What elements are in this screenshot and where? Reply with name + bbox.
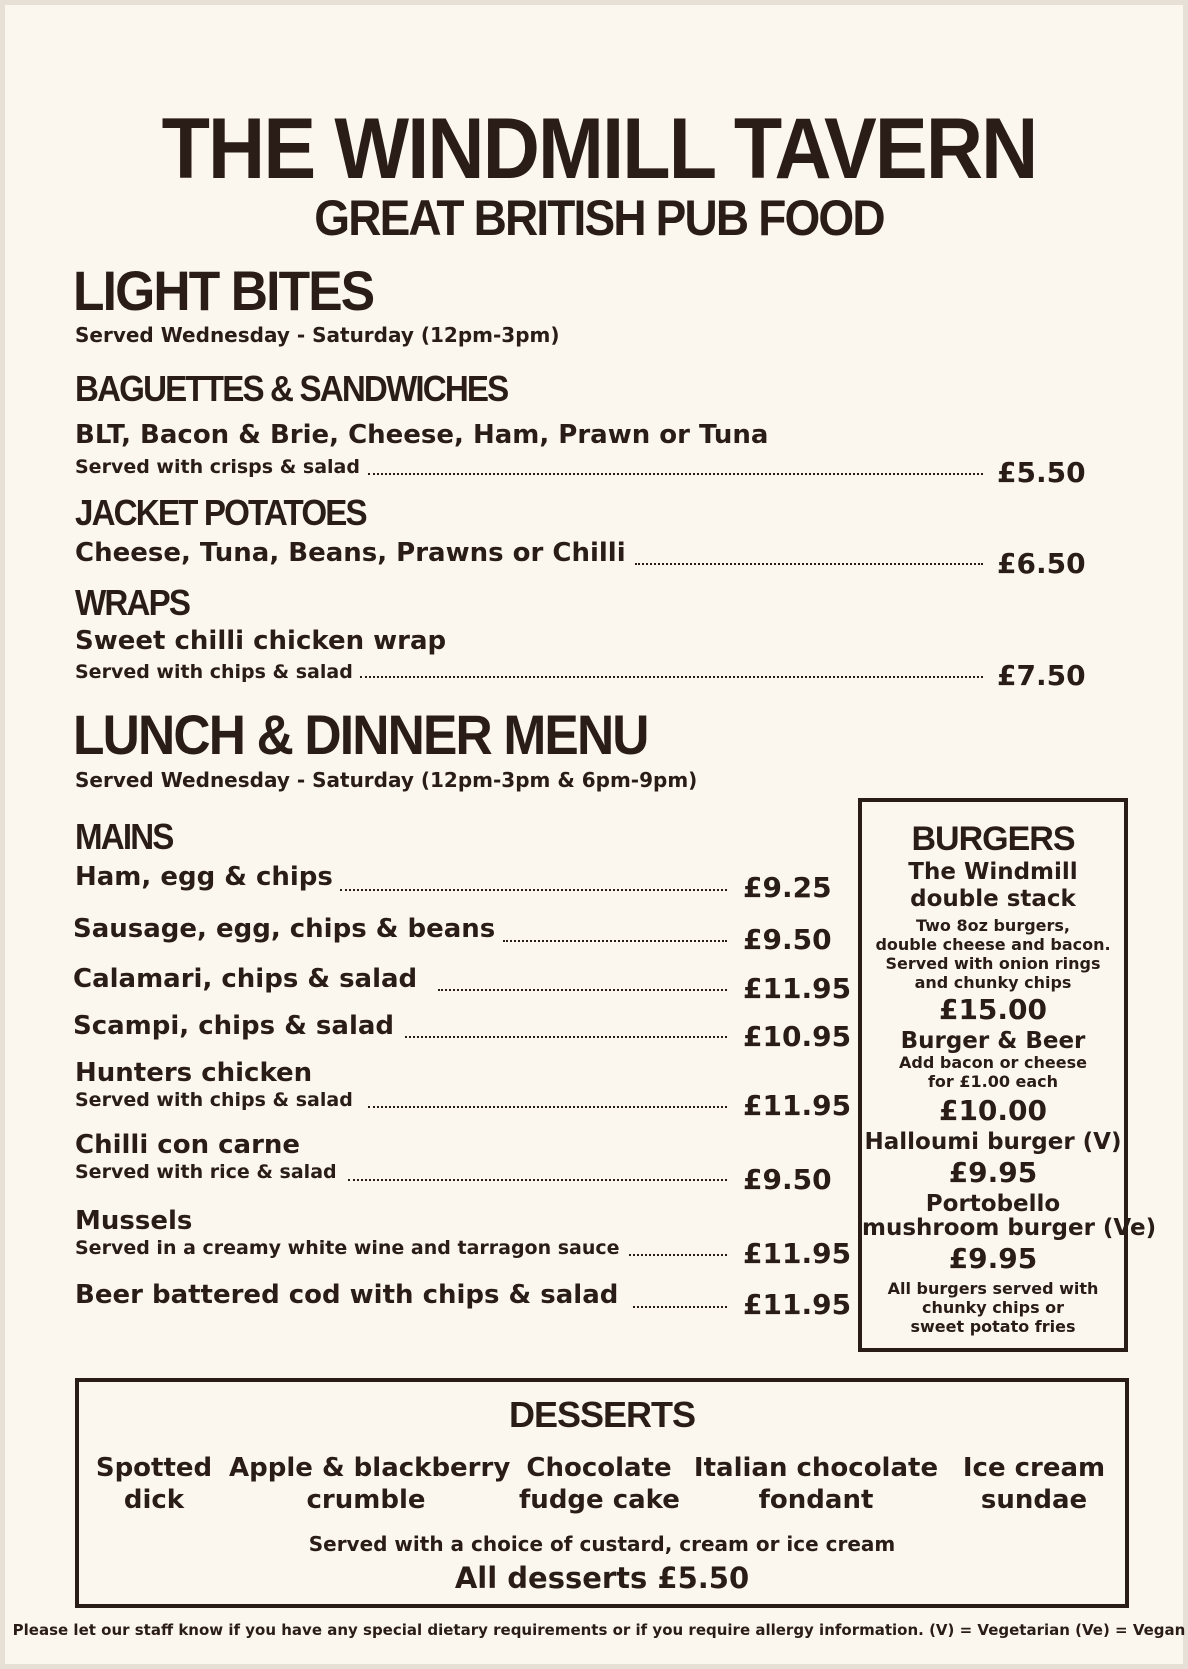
dessert-name: fondant <box>758 1485 874 1515</box>
main-item-name: Scampi, chips & salad <box>73 1011 395 1041</box>
main-item-name: Chilli con carne <box>75 1130 301 1160</box>
burger-price: £15.00 <box>938 993 1048 1026</box>
dot-leader <box>438 989 727 991</box>
burger-desc: and chunky chips <box>914 973 1072 992</box>
desserts-heading: DESSERTS <box>508 1394 696 1435</box>
main-item-price: £11.95 <box>743 1237 852 1270</box>
dessert-name: sundae <box>980 1485 1088 1515</box>
burgers-note: chunky chips or <box>921 1298 1065 1317</box>
dietary-note: Please let our staff know if you have any special dietary requirements or if you require allergy information. (V) = Vegetarian (Ve) = Vegan <box>12 1621 1186 1639</box>
baguettes-desc: Served with crisps & salad <box>75 456 360 478</box>
jacket-heading: JACKET POTATOES <box>75 492 366 533</box>
burger-price: £10.00 <box>938 1094 1048 1127</box>
main-item-name: Hunters chicken <box>75 1058 313 1088</box>
dot-leader <box>368 1106 727 1108</box>
main-item-price: £10.95 <box>743 1020 852 1053</box>
dot-leader <box>635 563 983 565</box>
dot-leader <box>340 889 727 891</box>
wraps-heading: WRAPS <box>75 582 190 623</box>
main-item-price: £11.95 <box>743 1089 852 1122</box>
dot-leader <box>633 1306 727 1308</box>
burgers-note: All burgers served with <box>887 1279 1099 1298</box>
burger-name: The Windmill <box>908 859 1078 885</box>
burger-desc: Served with onion rings <box>885 954 1101 973</box>
dot-leader <box>405 1036 727 1038</box>
dessert-name: Spotted <box>95 1453 213 1483</box>
wraps-price: £7.50 <box>997 659 1086 692</box>
main-item-price: £11.95 <box>743 972 852 1005</box>
burger-price: £9.95 <box>948 1156 1038 1189</box>
main-item-price: £11.95 <box>743 1288 852 1321</box>
burger-desc: Two 8oz burgers, <box>915 916 1071 935</box>
desserts-price: All desserts £5.50 <box>454 1561 750 1595</box>
burger-desc: double cheese and bacon. <box>875 935 1111 954</box>
main-item-name: Sausage, egg, chips & beans <box>73 914 496 944</box>
burger-name: Halloumi burger (V) <box>864 1129 1122 1155</box>
baguettes-price: £5.50 <box>997 456 1086 489</box>
light-bites-served: Served Wednesday - Saturday (12pm-3pm) <box>75 323 560 347</box>
dessert-name: dick <box>123 1485 185 1515</box>
jacket-price: £6.50 <box>997 547 1086 580</box>
main-item-name: Beer battered cod with chips & salad <box>75 1280 619 1310</box>
main-item-desc: Served with rice & salad <box>75 1161 337 1183</box>
main-item-name: Mussels <box>75 1206 193 1236</box>
dessert-name: Apple & blackberry <box>229 1453 511 1483</box>
burgers-box <box>858 798 1157 1352</box>
burgers-note: sweet potato fries <box>910 1317 1076 1336</box>
dessert-name: Ice cream <box>962 1453 1106 1483</box>
lunch-heading: LUNCH & DINNER MENU <box>73 703 648 766</box>
page-title: THE WINDMILL TAVERN <box>161 101 1037 197</box>
mains-heading: MAINS <box>75 816 173 857</box>
dessert-name: Chocolate <box>526 1453 672 1483</box>
light-bites-heading: LIGHT BITES <box>73 259 374 322</box>
dessert-name: crumble <box>306 1485 426 1515</box>
main-item-desc: Served in a creamy white wine and tarragon sauce <box>75 1237 620 1259</box>
wraps-desc: Served with chips & salad <box>75 661 353 683</box>
jacket-item: Cheese, Tuna, Beans, Prawns or Chilli <box>75 538 626 568</box>
main-item-price: £9.25 <box>743 871 832 904</box>
dot-leader <box>368 473 983 475</box>
burger-name: Portobello <box>925 1191 1061 1217</box>
desserts-served: Served with a choice of custard, cream or ice cream <box>308 1532 896 1556</box>
lunch-served: Served Wednesday - Saturday (12pm-3pm & 6pm-9pm) <box>75 768 698 792</box>
baguettes-heading: BAGUETTES & SANDWICHES <box>75 368 508 409</box>
desserts-box <box>75 1378 1129 1608</box>
main-item-desc: Served with chips & salad <box>75 1089 353 1111</box>
main-item-name: Ham, egg & chips <box>75 862 333 892</box>
dot-leader <box>503 940 727 942</box>
dot-leader <box>348 1179 727 1181</box>
dessert-name: Italian chocolate <box>693 1453 939 1483</box>
dot-leader <box>360 676 983 678</box>
page-subtitle: GREAT BRITISH PUB FOOD <box>314 190 884 246</box>
wraps-item: Sweet chilli chicken wrap <box>75 626 447 656</box>
burger-name: mushroom burger (Ve) <box>862 1215 1157 1241</box>
burger-price: £9.95 <box>948 1242 1038 1275</box>
dot-leader <box>629 1254 727 1256</box>
burger-desc: for £1.00 each <box>927 1072 1059 1091</box>
burgers-heading: BURGERS <box>911 820 1075 858</box>
baguettes-item: BLT, Bacon & Brie, Cheese, Ham, Prawn or Tuna <box>75 420 769 450</box>
burger-name: Burger & Beer <box>900 1028 1086 1054</box>
burger-desc: Add bacon or cheese <box>899 1053 1087 1072</box>
main-item-price: £9.50 <box>743 1163 832 1196</box>
main-item-price: £9.50 <box>743 923 832 956</box>
dessert-name: fudge cake <box>519 1485 680 1515</box>
burger-name: double stack <box>910 886 1076 912</box>
main-item-name: Calamari, chips & salad <box>73 964 418 994</box>
